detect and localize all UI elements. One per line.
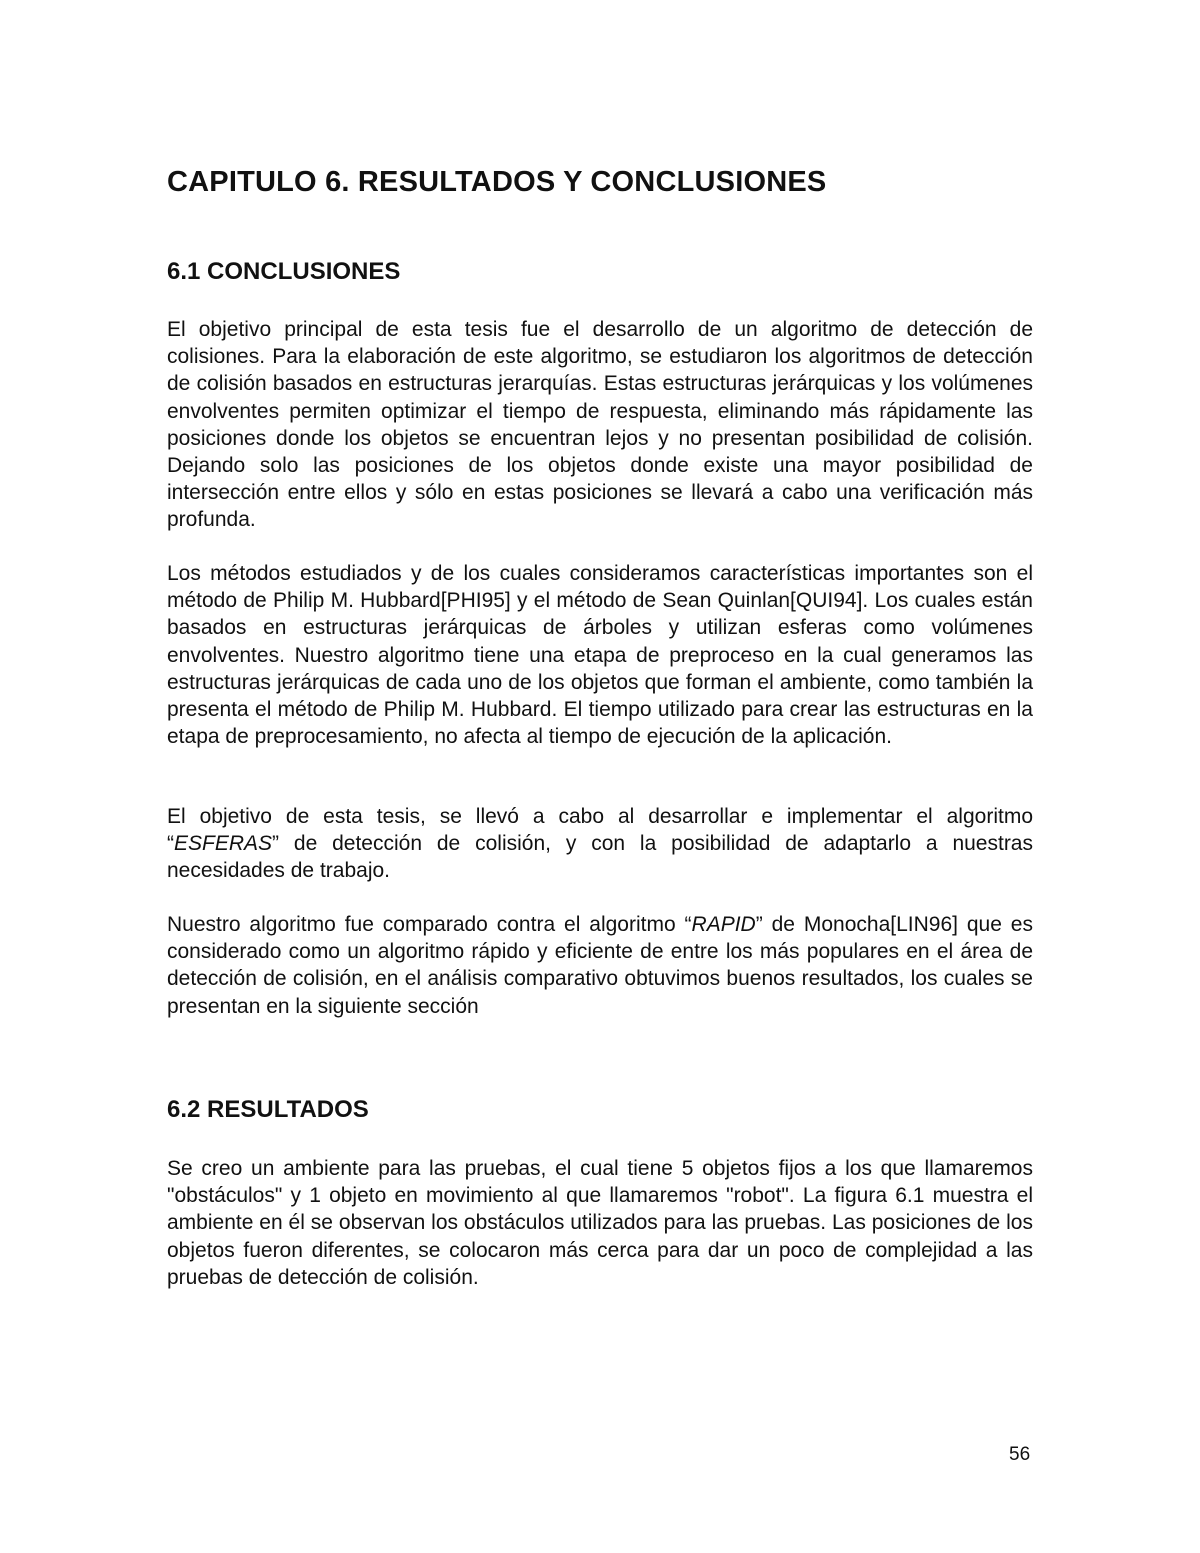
section-title-conclusiones: 6.1 CONCLUSIONES [167,258,401,285]
paragraph-conclusiones-3 [167,803,1033,885]
chapter-title: CAPITULO 6. RESULTADOS Y CONCLUSIONES [167,166,827,198]
paragraph-conclusiones-2: Los métodos estudiados y de los cuales consideramos características importantes son el método de Philip M. Hubbard[PHI95] y el método de Sean Quinlan[QUI94]. Los cuales están basados en estructuras jerárquicas de árboles y utilizan esferas como volúmenes envolventes. Nuestro algoritmo tiene una etapa de preproceso en la cual generamos las estructuras jerárquicas de cada uno de los objetos que forman el ambiente, como también la presenta el método de Philip M. Hubbard. El tiempo utilizado para crear las estructuras en la etapa de preprocesamiento, no afecta al tiempo de ejecución de la aplicación. [167,562,1033,749]
paragraph-text-before: Nuestro algoritmo fue comparado contra el algoritmo “ [167,913,692,936]
emphasis-rapid: RAPID [691,913,756,936]
emphasis-esferas: ESFERAS [174,832,273,856]
paragraph-text-before: El objetivo de esta tesis, se llevó a cabo al desarrollar e implementar el algoritmo “ [167,805,1033,856]
paragraph-conclusiones-1: El objetivo principal de esta tesis fue el desarrollo de un algoritmo de detección de colisiones. Para la elaboración de este algoritmo, se estudiaron los algoritmos de detección de colisión basados en estructuras jerarquías. Estas estructuras jerárquicas y los volúmenes envolventes permiten optimizar el tiempo de respuesta, eliminando más rápidamente las posiciones donde los objetos se encuentran lejos y no presentan posibilidad de colisión. Dejando solo las posiciones de los objetos donde existe una mayor posibilidad de intersección entre ellos y sólo en estas posiciones se llevará a cabo una verificación más profunda. [167,318,1033,532]
paragraph-text-after: ” de Monocha[LIN96] que es considerado como un algoritmo rápido y eficiente de entre los más populares en el área de detección de colisión, en el análisis comparativo obtuvimos buenos resultados, los cuales se presentan en la siguiente sección [167,913,1033,1018]
paragraph-resultados-1: Se creo un ambiente para las pruebas, el cual tiene 5 objetos fijos a los que llamaremos "obstáculos" y 1 objeto en movimiento al que llamaremos "robot". La figura 6.1 muestra el ambiente en él se observan los obstáculos utilizados para las pruebas. Las posiciones de los objetos fueron diferentes, se colocaron más cerca para dar un poco de complejidad a las pruebas de detección de colisión. [167,1157,1033,1289]
paragraph-conclusiones-4 [167,911,1033,1020]
paragraph-text-after: ” de detección de colisión, y con la posibilidad de adaptarlo a nuestras necesidades de trabajo. [167,832,1033,883]
section-title-resultados: 6.2 RESULTADOS [167,1096,369,1123]
page-number: 56 [1009,1444,1031,1465]
